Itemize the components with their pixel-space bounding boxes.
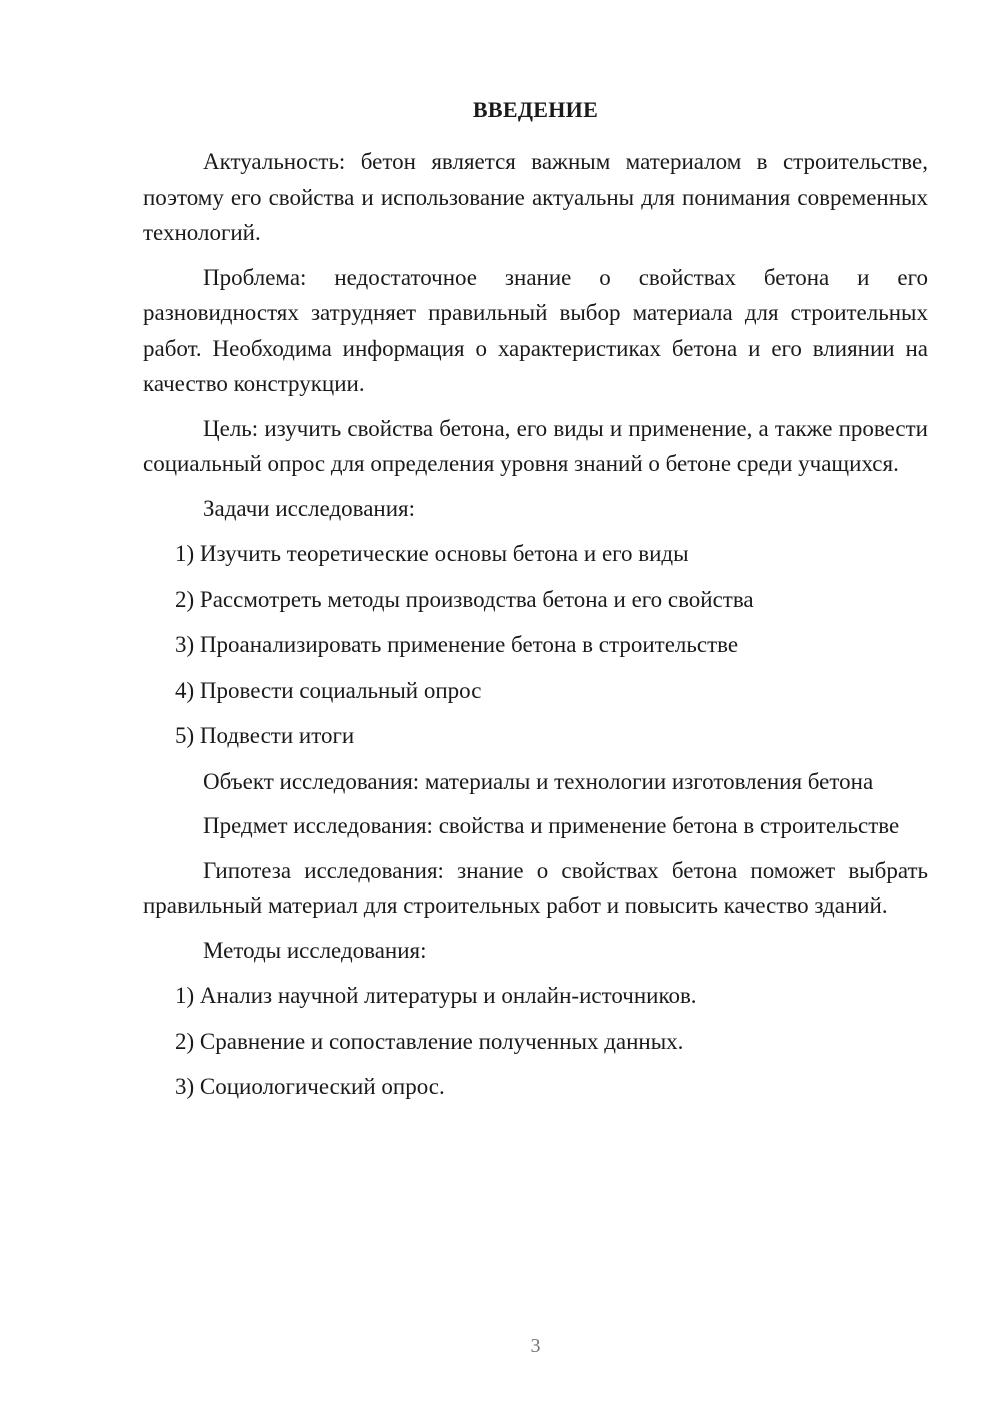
list-item: 4) Провести социальный опрос [175, 677, 482, 703]
section-body [143, 144, 928, 1115]
list-item: 3) Социологический опрос. [175, 1074, 445, 1099]
object-paragraph: Объект исследования: материалы и технологии изготовления бетона [203, 768, 874, 794]
list-item: 2) Рассмотреть методы производства бетона и его свойства [175, 586, 754, 612]
goal-paragraph: Цель: изучить свойства бетона, его виды и применение, а также провести социальный опрос для определения уровня знаний о бетоне среди учащихся. [143, 415, 928, 476]
subject-paragraph: Предмет исследования: свойства и применение бетона в строительстве [203, 813, 900, 838]
document-page [143, 0, 928, 1414]
list-item: 1) Изучить теоретические основы бетона и его виды [175, 541, 689, 566]
methods-list [143, 978, 928, 1105]
hypothesis-paragraph: Гипотеза исследования: знание о свойствах бетона поможет выбрать правильный материал для строительных работ и повысить качество зданий. [143, 857, 928, 918]
page-number: 3 [530, 1335, 541, 1357]
problem-paragraph: Проблема: недостаточное знание о свойствах бетона и его разновидностях затрудняет правильный выбор материала для строительных работ. Необходима информация о характеристиках бетона и его влиянии на качество конструкции. [143, 264, 928, 396]
list-item: 3) Проанализировать применение бетона в строительстве [175, 632, 739, 657]
list-item: 1) Анализ научной литературы и онлайн-источников. [175, 983, 697, 1008]
list-item: 2) Сравнение и сопоставление полученных данных. [175, 1028, 684, 1054]
section-title: ВВЕДЕНИЕ [472, 97, 599, 122]
tasks-heading: Задачи исследования: [203, 495, 416, 521]
relevance-paragraph: Актуальность: бетон является важным материалом в строительстве, поэтому его свойства и использование актуальны для понимания современных технологий. [143, 149, 928, 245]
methods-heading: Методы исследования: [203, 937, 427, 963]
list-item: 5) Подвести итоги [175, 723, 355, 748]
tasks-list [143, 536, 928, 754]
